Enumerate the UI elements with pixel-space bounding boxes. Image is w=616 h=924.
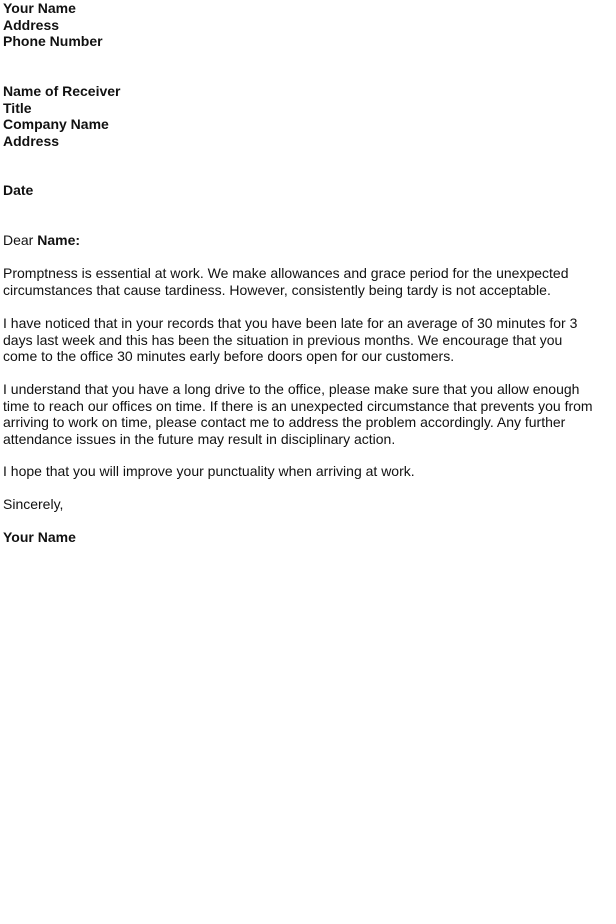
closing-line [3, 496, 63, 513]
salutation-prefix: Dear [3, 232, 38, 248]
salutation [3, 232, 80, 249]
paragraph-line: arriving to work on time, please contact me to address the problem accordingly. Any further [3, 414, 566, 430]
sender-phone: Phone Number [3, 33, 103, 49]
paragraph-line: days last week and this has been the situation in previous months. We encourage that you [3, 331, 563, 348]
receiver-block [3, 83, 121, 149]
closing: Sincerely, [3, 496, 64, 512]
sender-block [3, 0, 103, 50]
receiver-title: Title [3, 99, 32, 116]
signature-line [3, 529, 76, 546]
paragraph-line: come to the office 30 minutes early before doors open for our customers. [3, 348, 455, 364]
body-paragraph-4 [3, 463, 613, 480]
paragraph-line: Promptness is essential at work. We make allowances and grace period for the unexpected [3, 265, 569, 281]
receiver-company: Company Name [3, 116, 109, 132]
sender-address: Address [3, 16, 60, 33]
signature-name: Your Name [3, 529, 76, 545]
sender-name: Your Name [3, 0, 76, 16]
paragraph-line: I hope that you will improve your punctuality when arriving at work. [3, 463, 415, 479]
body-paragraph-2 [3, 315, 613, 365]
receiver-address: Address [3, 132, 60, 149]
date: Date [3, 182, 34, 198]
salutation-name: Name: [37, 232, 81, 248]
paragraph-line: time to reach our offices on time. If there is an unexpected circumstance that prevents you from [3, 397, 593, 414]
body-paragraph-3 [3, 381, 613, 447]
paragraph-line: I understand that you have a long drive to the office, please make sure that you allow enough [3, 381, 580, 397]
paragraph-line: attendance issues in the future may result in disciplinary action. [3, 430, 396, 447]
date-line [3, 182, 33, 199]
receiver-name: Name of Receiver [3, 83, 121, 99]
paragraph-line: circumstances that cause tardiness. However, consistently being tardy is not acceptable. [3, 281, 551, 298]
paragraph-line: I have noticed that in your records that you have been late for an average of 30 minutes for 3 [3, 315, 578, 331]
body-paragraph-1 [3, 265, 613, 298]
